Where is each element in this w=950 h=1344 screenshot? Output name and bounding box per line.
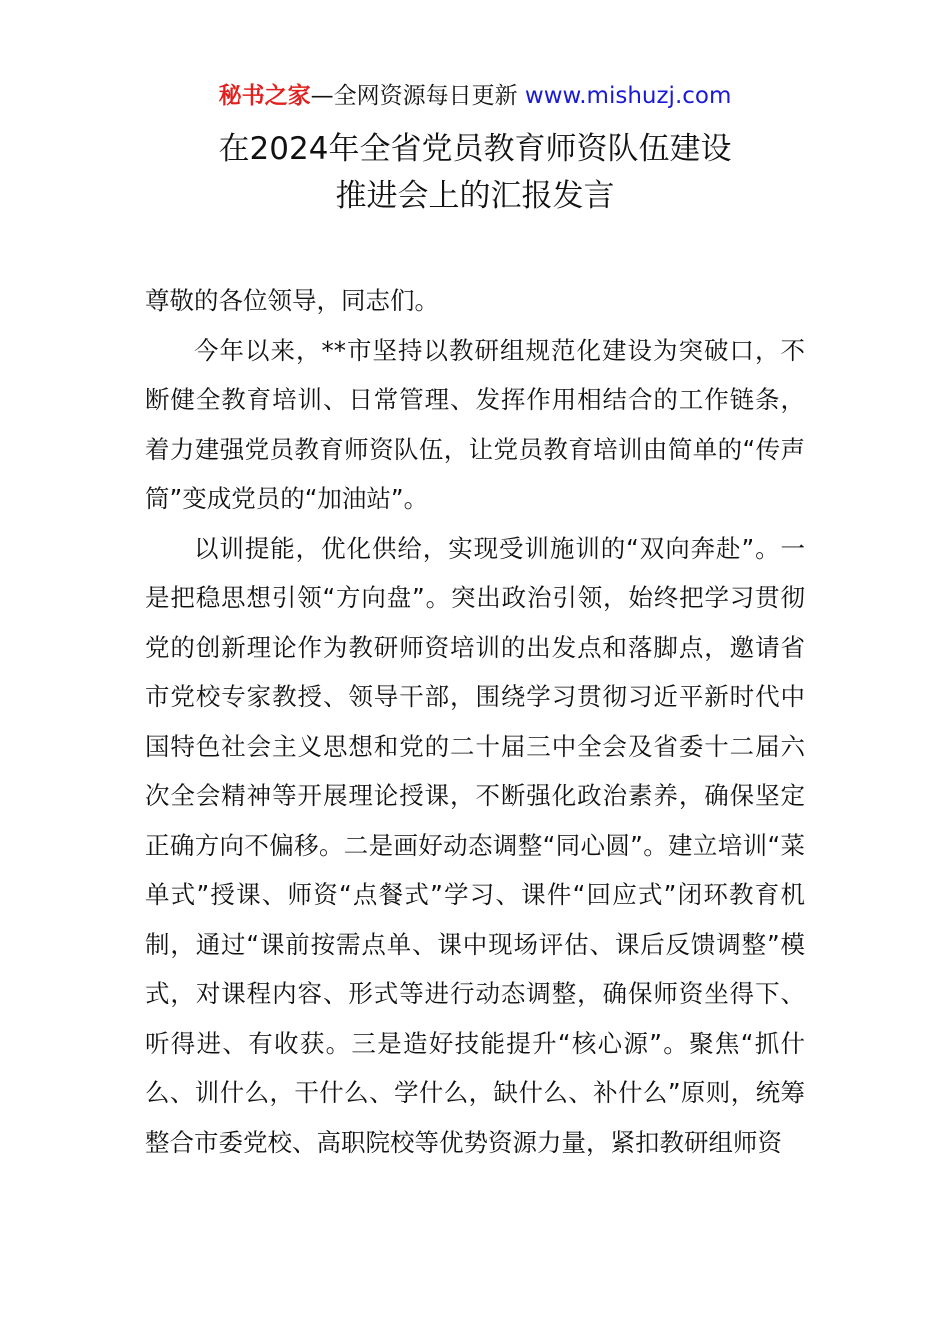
paragraph-intro: 今年以来，**市坚持以教研组规范化建设为突破口，不断健全教育培训、日常管理、发挥作用相结合的工作链条，着力建强党员教育师资队伍，让党员教育培训由简单的“传声筒”变成党员的“加油站”。 [145,335,805,513]
document-title [0,126,950,220]
site-header [0,80,950,112]
paragraph-training: 以训提能，优化供给，实现受训施训的“双向奔赴”。一是把稳思想引领“方向盘”。突出政治引领，始终把学习贯彻党的创新理论作为教研师资培训的出发点和落脚点，邀请省市党校专家教授、领导干部，围绕学习贯彻习近平新时代中国特色社会主义思想和党的二十届三中全会及省委十二届六次全会精神等开展理论授课，不断强化政治素养，确保坚定正确方向不偏移。二是画好动态调整“同心圆”。建立培训“菜单式”授课、师资“点餐式”学习、课件“回应式”闭环教育机制，通过“课前按需点单、课中现场评估、课后反馈调整”模式，对课程内容、形式等进行动态调整，确保师资坐得下、听得进、有收获。三是造好技能提升“核心源”。聚焦“抓什么、训什么，干什么、学什么，缺什么、补什么”原则，统筹整合市委党校、高职院校等优势资源力量，紧扣教研组师资 [145,533,805,1157]
title-line-1: 在2024年全省党员教育师资队伍建设 [218,131,732,167]
site-tagline: —全网资源每日更新 [310,83,525,109]
site-brand: 秘书之家 [218,83,311,109]
site-url-link[interactable]: www.mishuzj.com [524,83,732,109]
title-line-2: 推进会上的汇报发言 [335,178,615,214]
document-body [145,276,805,1167]
salutation: 尊敬的各位领导，同志们。 [145,286,439,315]
